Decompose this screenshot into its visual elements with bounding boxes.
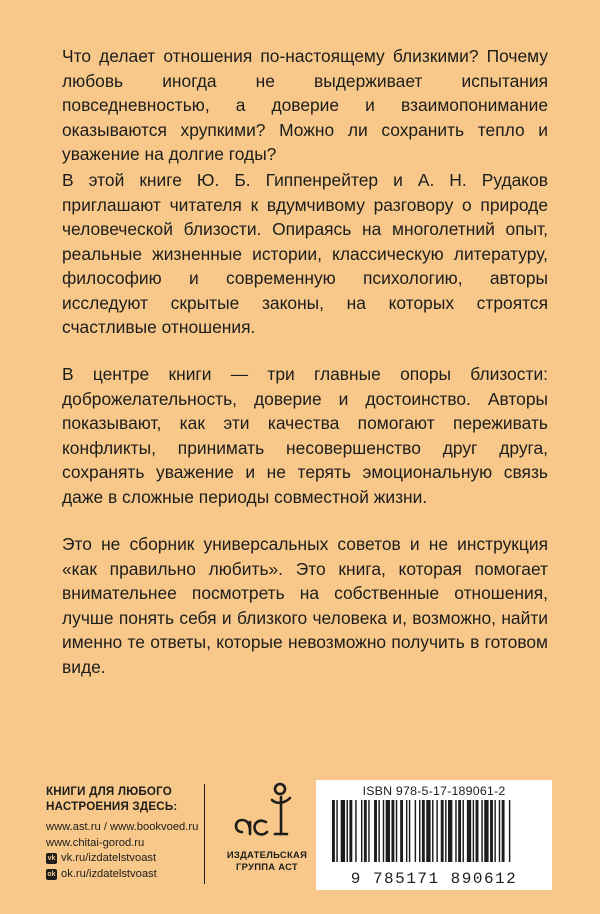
barcode-icon bbox=[330, 800, 538, 862]
barcode-bar bbox=[463, 800, 464, 862]
barcode-bar bbox=[349, 800, 352, 862]
barcode-bar bbox=[341, 800, 345, 862]
barcode-bar bbox=[364, 800, 367, 862]
annotation-paragraph-2: В этой книге Ю. Б. Гиппенрейтер и А. Н. Рудаков приглашают читателя к вдумчивому разговору о природе человеческой близости. Опираясь на многолетний опыт, реальные жизненные истории, классическую литературу, философию и современную психологию, авторы исследуют скрытые законы, на которых строятся счастливые отношения. bbox=[62, 170, 548, 337]
barcode-bar bbox=[368, 800, 369, 862]
publisher-name: ИЗДАТЕЛЬСКАЯ ГРУППА АСТ bbox=[226, 849, 308, 872]
barcode-bar bbox=[499, 800, 500, 862]
barcode-bar bbox=[509, 800, 510, 862]
barcode-bar bbox=[336, 800, 337, 862]
site-link-ast-bookvoed[interactable]: www.ast.ru / www.bookvoed.ru bbox=[46, 821, 199, 833]
barcode-bar bbox=[391, 800, 394, 862]
barcode-bar bbox=[494, 800, 495, 862]
barcode-bar bbox=[436, 800, 437, 862]
barcode-bar bbox=[409, 800, 410, 862]
barcode-bar bbox=[400, 800, 403, 862]
barcode-bar bbox=[347, 800, 348, 862]
barcode-bar bbox=[445, 800, 446, 862]
barcode-bar bbox=[386, 800, 390, 862]
barcode-bar bbox=[419, 800, 420, 862]
annotation-paragraph-4: Это не сборник универсальных советов и не инструкция «как правильно любить». Это книга, которая помогает внимательнее посмотреть на собственные отношения, лучше понять себя и близкого человека и, возможно, найти именно те ответы, которые невозможно получить в готовом виде. bbox=[62, 534, 548, 677]
ast-logo-icon bbox=[222, 780, 312, 844]
barcode-bar bbox=[422, 800, 425, 862]
barcode-bar bbox=[383, 800, 384, 862]
barcode-bar bbox=[481, 800, 482, 862]
barcode-bar bbox=[355, 800, 356, 862]
barcode-bar bbox=[490, 800, 493, 862]
ok-link[interactable]: ok ok.ru/izdatelstvoast bbox=[47, 867, 157, 880]
barcode-bar bbox=[455, 800, 456, 862]
barcode-bar bbox=[332, 800, 335, 862]
barcode-bar bbox=[378, 800, 379, 862]
vk-icon: vk bbox=[47, 855, 56, 863]
barcode-box bbox=[316, 780, 552, 890]
ok-icon: ok bbox=[47, 870, 56, 878]
publisher-links bbox=[46, 784, 236, 882]
barcode-bar bbox=[458, 800, 461, 862]
barcode-bar bbox=[361, 800, 362, 862]
site-link-chitai-gorod[interactable]: www.chitai-gorod.ru bbox=[46, 836, 145, 849]
annotation-paragraph-3: В центре книги — три главные опоры близости: доброжелательность, доверие и достоинство. Авторы показывают, как эти качества помогают переживать конфликты, принимать несовершенство друг друга, сохранять уважение и не терять эмоциональную связь даже в сложные периоды совместной жизни. bbox=[62, 364, 548, 507]
barcode-bar bbox=[448, 800, 452, 862]
barcode-bar bbox=[432, 800, 433, 862]
barcode-bar bbox=[473, 800, 474, 862]
barcode-bar bbox=[441, 800, 444, 862]
barcode-bar bbox=[476, 800, 479, 862]
barcode-bar bbox=[396, 800, 397, 862]
barcode-bar bbox=[467, 800, 471, 862]
annotation-paragraph-1: Что делает отношения по-настоящему близкими? Почему любовь иногда не выдерживает испытания повседневностью, а доверие и взаимопонимание оказываются хрупкими? Можно ли сохранить тепло и уважение на долгие годы? bbox=[62, 46, 548, 164]
promo-heading: КНИГИ ДЛЯ ЛЮБОГО НАСТРОЕНИЯ ЗДЕСЬ: bbox=[46, 785, 178, 813]
barcode-bar bbox=[415, 800, 416, 862]
barcode-bar bbox=[484, 800, 488, 862]
barcode-bar bbox=[374, 800, 377, 862]
barcode-bar bbox=[502, 800, 505, 862]
barcode-digits: 9 785171 890612 bbox=[350, 870, 518, 888]
footer-divider bbox=[204, 784, 205, 884]
barcode-bar bbox=[426, 800, 430, 862]
publisher-logo bbox=[222, 780, 312, 873]
isbn-label: ISBN 978-5-17-189061-2 bbox=[362, 784, 506, 798]
vk-link[interactable]: vk vk.ru/izdatelstvoast bbox=[47, 852, 157, 864]
barcode-bar bbox=[406, 800, 407, 862]
